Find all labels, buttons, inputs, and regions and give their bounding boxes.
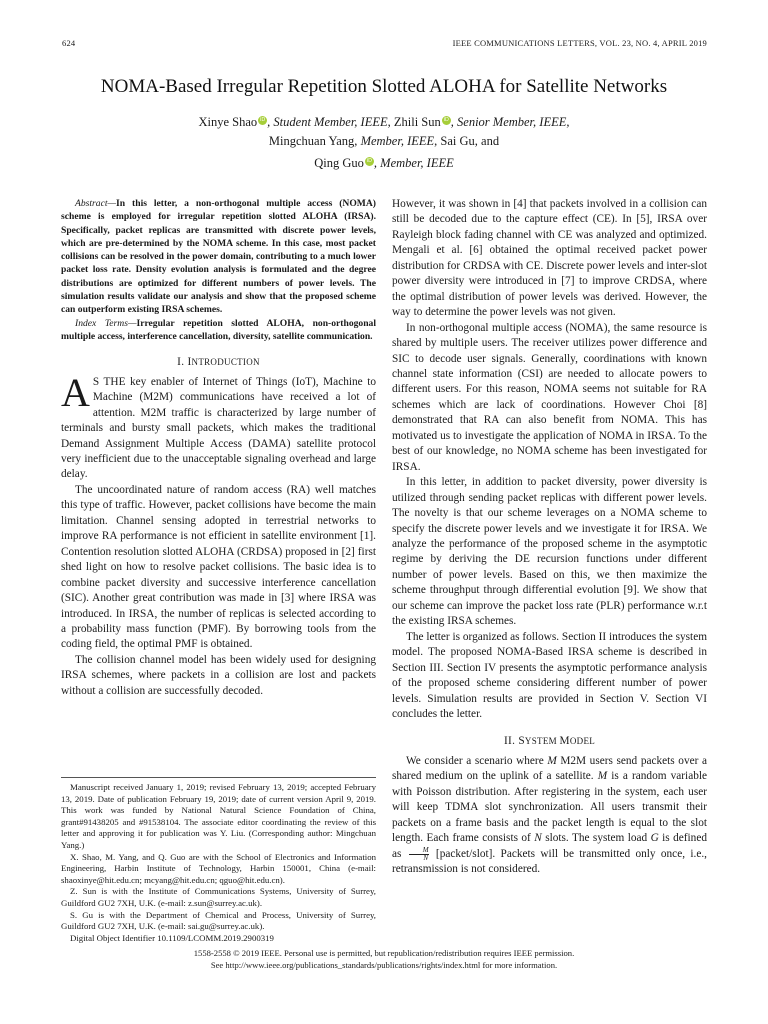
journal-header: IEEE COMMUNICATIONS LETTERS, VOL. 23, NO. 4, APRIL 2019: [452, 38, 707, 48]
intro-paragraph-1: A S THE key enabler of Internet of Things (IoT), Machine to Machine (M2M) communications have received a lot of attention. M2M traffic is characterized by large number of terminals and bursty small packets, which makes the traditional Demand Assignment Multiple Access (DAMA) satellite protocol very inefficient due to the unacceptable signaling overhead and large delay.: [61, 369, 376, 481]
author-name: , Sai Gu, and: [434, 133, 500, 148]
author-role: , Senior Member, IEEE,: [450, 115, 570, 129]
body-paragraph: In this letter, in addition to packet diversity, power diversity is utilized through sending packet replicas with different power levels. The novelty is that our scheme leverages on a NOMA scheme to specify the discrete power levels and we investigate it for IRSA. We analyze the performance of the proposed scheme in the asymptotic regime by deriving the DE recursion functions under different number of power levels. Based on this, we then maximize the scheme throughput through differential evolution [9]. We show that our scheme can improve the packet loss rate (PLR) performance w.r.t the existing IRSA schemes.: [392, 476, 707, 628]
body-paragraph: The letter is organized as follows. Section II introduces the system model. The proposed NOMA-Based IRSA scheme is described in Section III. Section IV presents the asymptotic performance analysis of the proposed scheme considering different number of power levels. Simulation results are provided in Section V. Section VI concludes the letter.: [392, 630, 707, 720]
author-role: Member, IEEE: [360, 133, 435, 148]
footnote-affiliation-surrey-sun: Z. Sun is with the Institute of Communications Systems, University of Surrey, Guildford GU2 7XH, U.K. (e-mail: z.sun@surrey.ac.uk).: [61, 886, 376, 908]
abstract: Abstract—In this letter, a non-orthogonal multiple access (NOMA) scheme is employed for irregular repetition slotted ALOHA (IRSA). Specifically, packet replicas are transmitted with discrete power levels, which are pre-determined by the NOMA scheme. In this case, most packet collisions can be resolved in the power domain, contributing to a much lower packet loss rate. Density evolution analysis is formulated and the degree distributions are optimized for different numbers of power levels. The simulation results validate our analysis and show that the proposed scheme can outperform existing IRSA schemes.: [61, 198, 376, 316]
author-name: Qing Guo: [314, 156, 364, 170]
footnote-affiliation-surrey-gu: S. Gu is with the Department of Chemical and Process, University of Surrey, Guildford GU2 7XH, U.K. (e-mail: sai.gu@surrey.ac.uk).: [61, 909, 376, 932]
index-terms-text: Irregular repetition slotted ALOHA, non-orthogonal multiple access, interference cancellation, diversity, satellite communication.: [61, 317, 377, 342]
page-number: 624: [62, 38, 76, 48]
orcid-icon[interactable]: iD: [260, 117, 266, 123]
copyright-notice: [0, 947, 768, 971]
author-name: Xinye Shao: [198, 115, 258, 129]
footnote-affiliation-hit: X. Shao, M. Yang, and Q. Guo are with the School of Electronics and Information Engineering, Harbin Institute of Technology, Harbin 150001, China (e-mail: shaoxinye@hit.edu.cn; mcyang@hit.edu.cn; qguo@hit.edu.cn).: [61, 851, 376, 885]
footnote-manuscript: Manuscript received January 1, 2019; revised February 13, 2019; accepted February 13, 2019. Date of publication February 19, 2019; date of current version April 9, 2019. This work was funded by National Natural Science Foundation of China, grant#91438205 and #91538104. The associate editor coordinating the review of this letter and approving it for publication was Y. Liu. (Corresponding author: Mingchuan Yang.): [61, 782, 376, 850]
load-fraction: $\frac{M}{N}$: [409, 847, 429, 862]
author-name: Mingchuan Yang,: [268, 133, 361, 148]
author-line-1: [0, 113, 768, 132]
section-heading-introduction: I. INTRODUCTION: [177, 356, 260, 369]
author-block: [0, 113, 768, 173]
body-paragraph: In non-orthogonal multiple access (NOMA), the same resource is shared by multiple users. The receiver utilizes power difference and SIC to decode user signals. Generally, coordinations with known channel state information (CSI) are needed to allocate powers to different users. For this reason, NOMA seems not suitable for RA schemes which are lack of coordinations. However Choi [8] demonstrated that RA can also benefit from NOMA. This has motivated us to investigate the application of NOMA in IRSA. To the best of our knowledge, no NOMA scheme has been investigated for IRSA.: [392, 321, 707, 473]
body-paragraph: However, it was shown in [4] that packets involved in a collision can still be decoded due to the capture effect (CE). In [5], IRSA over Rayleigh block fading channel with CE was analyzed and optimized. Mengali et al. [6] obtained the optimal received packet power distribution for CRDSA with CE. Discrete power levels and inter-slot power diversity were introduced in [7] to improve CRDSA, where the optimal distribution of power levels was derived. However, the way to determine the power levels was not given.: [392, 198, 707, 319]
drop-cap: A: [61, 369, 90, 415]
abstract-text: In this letter, a non-orthogonal multiple access (NOMA) scheme is employed for irregular repetition slotted ALOHA (IRSA). Specifically, packet replicas are transmitted with discrete power levels, which are pre-determined by the NOMA scheme. In this case, most packet collisions can be resolved in the power domain, contributing to a much lower packet loss rate. Density evolution analysis is formulated and the degree distributions are optimized for different numbers of power levels. The simulation results validate our analysis and show that the proposed scheme can outperform existing IRSA schemes.: [61, 198, 376, 316]
orcid-icon[interactable]: iD: [443, 117, 449, 123]
left-column: [61, 197, 376, 699]
author-line-2: [0, 132, 768, 151]
author-name: , Zhili Sun: [387, 115, 441, 129]
index-terms-label: Index Terms: [75, 317, 128, 329]
author-role: , Student Member, IEEE: [267, 115, 388, 129]
intro-paragraph-2: The uncoordinated nature of random access (RA) well matches this type of traffic. However, packet collisions have become the main limitation. Channel sensing adopted in terrestrial networks to improve RA performance is not efficient in satellite environment [1]. Contention resolution slotted ALOHA (CRDSA) proposed in [2] first shed light on how to resolve packet collisions. The basic idea is to combine packet diversity and successive interference cancellation (SIC). Another great contribution was made in [3] where IRSA was introduced. In IRSA, the number of replicas is selected according to a probability mass function (PMF). By borrowing tools from the coding field, the optimal PMF is obtained.: [61, 483, 376, 651]
index-terms: Index Terms—Irregular repetition slotted ALOHA, non-orthogonal multiple access, interference cancellation, diversity, satellite communication.: [61, 317, 377, 342]
paper-title: NOMA-Based Irregular Repetition Slotted ALOHA for Satellite Networks: [100, 76, 668, 97]
footnote-block: [61, 777, 376, 944]
orcid-icon[interactable]: iD: [366, 158, 373, 164]
copyright-line: 1558-2558 © 2019 IEEE. Personal use is permitted, but republication/redistribution requires IEEE permission.: [193, 948, 575, 958]
author-role: , Member, IEEE: [373, 156, 454, 170]
right-column: [392, 197, 707, 878]
system-model-paragraph: We consider a scenario where M M2M users send packets over a shared medium on the uplink of a satellite. M is a random variable with Poisson distribution. After registering in the system, each user will keep TDMA slot synchronization. All users transmit their packets on a frame basis and the packet length is equal to the slot length. Each frame consists of N slots. The system load G is defined as $\frac{M}{N}$ [packet/slot]. Packets will be transmitted only once, i.e., retransmission is not considered.: [392, 754, 708, 876]
abstract-label: Abstract: [75, 198, 108, 209]
footnote-doi[interactable]: Digital Object Identifier 10.1109/LCOMM.2019.2900319: [70, 932, 274, 943]
intro-paragraph-3: The collision channel model has been widely used for designing IRSA schemes, where packets in a collision are lost and packets without a collision are successfully decoded.: [61, 653, 376, 697]
rights-link[interactable]: See http://www.ieee.org/publications_standards/publications/rights/index.html for more information.: [210, 960, 558, 970]
section-heading-system-model: II. SYSTEM MODEL: [503, 735, 596, 748]
author-line-3: [0, 154, 768, 173]
